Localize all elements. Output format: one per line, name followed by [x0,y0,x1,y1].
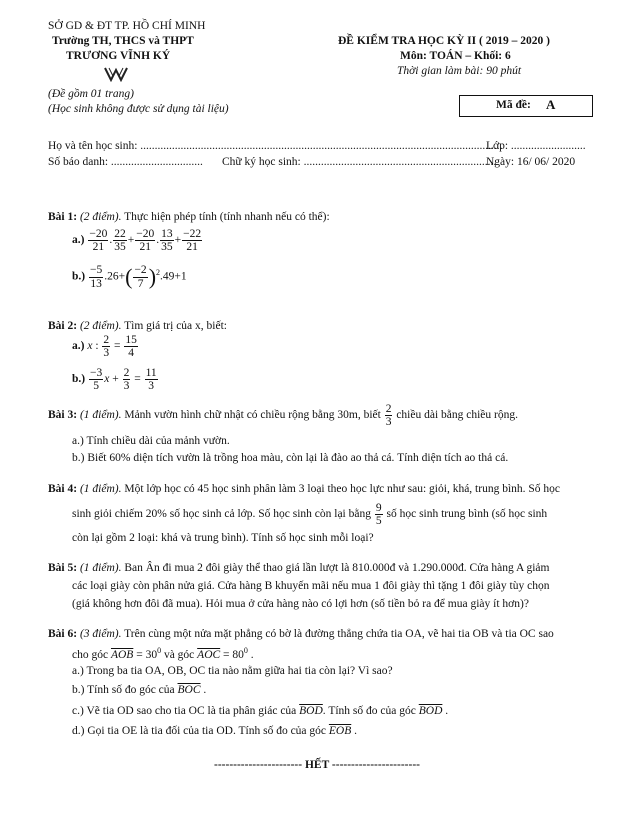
angle-bod-2: $\overline{BOD}$ [418,705,443,717]
problem-4-text-2a: sinh giỏi chiếm 20% số học sinh cả lớp. Số học sinh còn lại bằng [72,508,371,521]
angle-eob: $\overline{EOB}$ [328,725,352,737]
angle-aoc: $\overline{AOC}$ [197,648,221,661]
page-count-note: (Đề gồm 01 trang) [48,88,134,100]
problem-3a: a.) Tính chiều dài của mảnh vườn. [72,435,230,447]
angle-boc: $\overline{BOC}$ [177,684,201,696]
exam-code-box [459,95,593,117]
problem-6-text-1: Trên cùng một nửa mặt phẳng có bờ là đường thẳng chứa tia OA, vẽ hai tia OB và tia OC sao [124,628,554,640]
problem-3-points: (1 điểm). [79,409,122,422]
school-name-2: TRƯƠNG VĨNH KÝ [66,50,171,62]
signature-field: Chữ ký học sinh: ................................................................... [222,156,497,168]
problem-6-line-1 [48,628,554,640]
problem-2-heading [48,320,227,332]
school-name-1: Trường TH, THCS và THPT [52,35,194,47]
subject-line: Môn: TOÁN – Khối: 6 [400,50,511,62]
problem-1-label: Bài 1: [48,211,78,223]
problem-3-heading: Bài 3: (1 điểm). Mảnh vườn hình chữ nhật có chiều rộng bằng 30m, biết $\frac{2}{3}$ chiều dài bằng chiều rộng. [48,403,518,429]
problem-6-label: Bài 6: [48,628,78,640]
problem-4-text-1: Một lớp học có 45 học sinh phân làm 3 loại theo học lực như sau: giỏi, khá, trung bình. Số học [124,483,561,495]
student-id-field: Số báo danh: ................................ [48,156,203,168]
problem-2-label: Bài 2: [48,320,78,332]
problem-4-points: (1 điểm). [79,483,122,495]
problem-6d-text: d.) Gọi tia OE là tia đối của tia OD. Tính số đo của góc [72,725,327,737]
problem-6-line-2: cho góc $\overline{AOB} = 30^0$ và góc $\overline{AOC} = 80^0$ . [72,646,254,661]
angle-aoc-value: = 80 [223,648,244,661]
problem-6c: c.) Vẽ tia OD sao cho tia OC là tia phân giác của $\overline{BOD}$. Tính số đo của góc $\overline{BOD}$ . [72,705,449,717]
angle-aob-value: = 30 [136,648,158,661]
class-field: Lớp: .......................... [486,140,586,152]
no-materials-note: (Học sinh không được sử dụng tài liệu) [48,103,229,115]
problem-6b-text: b.) Tính số đo góc của [72,684,175,696]
exam-code-label: Mã đề: [496,99,531,111]
problem-1a: a.) $\frac{-20}{21}$ . $\frac{22}{35}$ + $\frac{-20}{21}$ . $\frac{13}{35}$ + $\frac{-22}{21}$ [72,228,202,254]
school-logo-icon [103,66,129,82]
problem-3-text-2: chiều dài bằng chiều rộng. [396,409,518,422]
problem-2a: a.) x : $\frac{2}{3}$ = $\frac{15}{4}$ [72,334,137,360]
problem-5-text-1: Ban Ân đi mua 2 đôi giày thể thao giá lần lượt là 810.000đ và 1.290.000đ. Cửa hàng A giảm [124,562,550,574]
problem-4-line-1 [48,483,560,495]
problem-3-label: Bài 3: [48,409,78,422]
angle-aob: $\overline{AOB}$ [110,648,134,661]
problem-6-text-2b: và góc [163,648,195,661]
problem-6d: d.) Gọi tia OE là tia đối của tia OD. Tính số đo của góc $\overline{EOB}$ . [72,725,357,737]
time-line: Thời gian làm bài: 90 phút [397,65,522,77]
problem-2b: b.) $\frac{-3}{5}$ x + $\frac{2}{3}$ = $\frac{11}{3}$ [72,367,157,393]
problem-2-text: Tìm giá trị của x, biết: [124,320,227,332]
problem-1-heading [48,211,330,223]
problem-2a-label: a.) [72,340,85,353]
exam-code-value: A [546,97,556,112]
problem-5-line-1 [48,562,549,574]
problem-1-text: Thực hiện phép tính (tính nhanh nếu có thể): [124,211,330,223]
problem-5-label: Bài 5: [48,562,78,574]
problem-5-line-2: các loại giày còn phân nửa giá. Cửa hàng B khuyến mãi nếu mua 1 đôi giày thì tặng 1 đôi giày tùy chọn [72,580,550,592]
problem-1b: b.) $\frac{-5}{13}$ .26+( $\frac{-2}{7}$ )$^2$.49+1 [72,264,187,290]
problem-1b-label: b.) [72,270,86,283]
problem-6a: a.) Trong ba tia OA, OB, OC tia nào nằm giữa hai tia còn lại? Vì sao? [72,665,393,677]
problem-4-text-2b: số học sinh trung bình (số học sinh [386,508,548,521]
problem-3-text-1: Mảnh vườn hình chữ nhật có chiều rộng bằng 30m, biết [124,409,381,422]
problem-2-points: (2 điểm). [79,320,122,332]
problem-1-points: (2 điểm). [79,211,122,223]
problem-1a-label: a.) [72,234,85,247]
problem-6b: b.) Tính số đo góc của $\overline{BOC}$ . [72,684,207,696]
problem-6-points: (3 điểm). [79,628,122,640]
problem-5-points: (1 điểm). [79,562,122,574]
exam-title: ĐỀ KIỂM TRA HỌC KỲ II ( 2019 – 2020 ) [338,35,550,47]
dept-name: SỞ GD & ĐT TP. HỒ CHÍ MINH [48,20,206,32]
problem-6c-text-2: . Tính số đo của góc [322,705,416,717]
angle-bod-1: $\overline{BOD}$ [299,705,323,717]
end-marker: ----------------------- HẾT ----------------------- [214,759,420,771]
problem-4-line-2: sinh giỏi chiếm 20% số học sinh cả lớp. Số học sinh còn lại bằng $\frac{9}{5}$ số học sinh trung bình (số học sinh [72,502,548,528]
problem-2b-label: b.) [72,373,86,386]
problem-6-text-2a: cho góc [72,648,109,661]
problem-5-line-3: (giá không hơn đôi đã mua). Hỏi mua ở cửa hàng nào có lợi hơn (số tiền bỏ ra để mua giày ít hơn)? [72,598,529,610]
problem-4-line-3: còn lại gồm 2 loại: khá và trung bình). Tính số học sinh mỗi loại? [72,532,374,544]
problem-3b: b.) Biết 60% diện tích vườn là trồng hoa màu, còn lại là đào ao thả cá. Tính diện tích ao thả cá. [72,452,509,464]
problem-6c-text-1: c.) Vẽ tia OD sao cho tia OC là tia phân giác của [72,705,297,717]
problem-4-label: Bài 4: [48,483,78,495]
student-name-field: Họ và tên học sinh: .............................................................................................................................. [48,140,503,152]
date-field: Ngày: 16/ 06/ 2020 [486,156,576,168]
